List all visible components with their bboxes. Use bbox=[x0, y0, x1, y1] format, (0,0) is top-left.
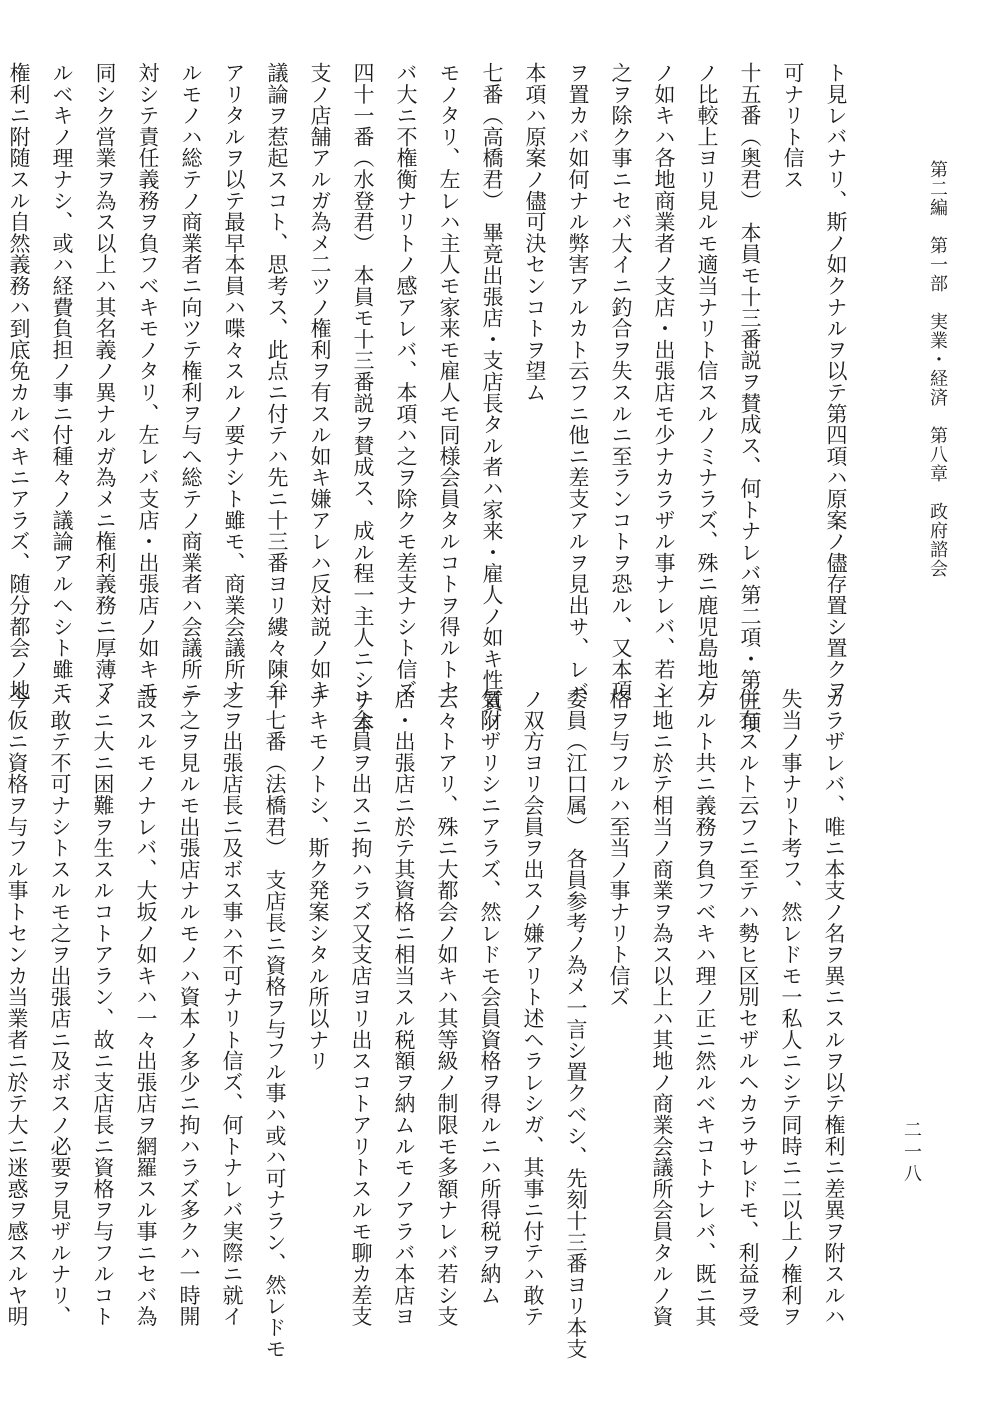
text-line: 店・出張店ニ於テ其資格ニ相当スル税額ヲ納ムルモノアラバ本店ヨ bbox=[392, 688, 416, 1327]
text-line: 本項ハ原案ノ儘可決センコトヲ望ム bbox=[523, 62, 547, 403]
text-line: 気附ザリシニアラズ、然レドモ会員資格ヲ得ルニハ所得税ヲ納ム bbox=[478, 688, 502, 1306]
text-line: ト見レバナリ、斯ノ如クナルヲ以テ第四項ハ原案ノ儘存置シ置クヲ bbox=[824, 62, 848, 701]
text-line: ハ敢テ不可ナシトスルモ之ヲ出張店ニ及ボスノ必要ヲ見ザルナリ、 bbox=[48, 688, 72, 1327]
text-line: 対シテ責任義務ヲ負フベキモノタリ、左レバ支店・出張店ノ如キモ bbox=[136, 62, 160, 701]
header-part: 第一部 bbox=[927, 236, 948, 293]
text-line: 権利ニ附随スル自然義務ハ到底免カルベキニアラズ、随分都会ノ地 bbox=[7, 62, 31, 701]
text-line: 今仮ニ資格ヲ与フル事トセンカ当業者ニ於テ大ニ迷惑ヲ感スルヤ明 bbox=[5, 688, 29, 1327]
text-line: 失当ノ事ナリト考フ、然レドモ一私人ニシテ同時ニ二以上ノ権利ヲ bbox=[779, 688, 803, 1327]
text-line: 之ヲ出張店長ニ及ボス事ハ不可ナリト信ズ、何トナレバ実際ニ就イ bbox=[220, 688, 244, 1327]
text-line: 委員（江口属） 各員参考ノ為メ一言シ置クベシ、先刻十三番ヨリ本支 bbox=[564, 688, 588, 1360]
text-line: ルモノハ総テノ商業者ニ向ツテ権利ヲ与へ総テノ商業者ハ会議所ニ bbox=[179, 62, 203, 701]
text-line: 設スルモノナレバ、大坂ノ如キハ一々出張店ヲ網羅スル事ニセバ為 bbox=[134, 688, 158, 1327]
text-line: 議論ヲ惹起スコト、思考ス、此点ニ付テハ先ニ十三番ヨリ縷々陳弁 bbox=[265, 62, 289, 701]
text-line: アリタルヲ以テ最早本員ハ喋々スルノ要ナシト雖モ、商業会議所ナ bbox=[222, 62, 246, 701]
page-number: 二一八 bbox=[901, 1120, 922, 1186]
text-line: ノ双方ヨリ会員ヲ出スノ嫌アリト述ヘラレシガ、其事ニ付テハ敢テ bbox=[521, 688, 545, 1327]
text-line: バ大ニ不権衡ナリトノ感アレバ、本項ハ之ヲ除クモ差支ナシト信ズ bbox=[394, 62, 418, 701]
text-line: テ之ヲ見ルモ出張店ナルモノハ資本ノ多少ニ拘ハラズ多クハ一時開 bbox=[177, 688, 201, 1327]
text-line: 支ノ店舗アルガ為メ二ツノ権利ヲ有スル如キ嫌アレハ反対説ノ如キ bbox=[308, 62, 332, 701]
header-chapter-title: 政府諮会 bbox=[927, 502, 948, 578]
header-title: 実業・経済 bbox=[927, 312, 948, 407]
header-volume: 第二編 bbox=[927, 160, 948, 217]
text-line: 四十一番（水登君） 本員モ十三番説ヲ賛成ス、成ル程一主人ニシテ本 bbox=[351, 62, 375, 734]
text-line: ケルト共ニ義務ヲ負フベキハ理ノ正ニ然ルベキコトナレバ、既ニ其 bbox=[693, 688, 717, 1327]
text-line: 同シク営業ヲ為ス以上ハ其名義ノ異ナルガ為メニ権利義務ニ厚薄ア bbox=[93, 62, 117, 701]
text-line: ノ如キハ各地商業者ノ支店・出張店モ少ナカラザル事ナレバ、若シ bbox=[652, 62, 676, 701]
text-line: モノタリ、左レハ主人モ家来モ雇人モ同様会員タルコトヲ得ルトセ bbox=[437, 62, 461, 701]
text-line: 土地ニ於テ相当ノ商業ヲ為ス以上ハ其地ノ商業会議所会員タルノ資 bbox=[650, 688, 674, 1327]
text-line: 七番（高橋君） 畢竟出張店・支店長タル者ハ家来・雇人ノ如キ性質ノ bbox=[480, 62, 504, 734]
lower-text-block bbox=[0, 688, 855, 1360]
text-line: 可ナリト信ス bbox=[781, 62, 805, 190]
text-line: カラザレバ、唯ニ本支ノ名ヲ異ニスルヲ以テ権利ニ差異ヲ附スルハ bbox=[822, 688, 846, 1327]
text-line: 十七番（法橋君） 支店長ニ資格ヲ与フル事ハ或ハ可ナラン、然レドモ bbox=[263, 688, 287, 1360]
text-line: 之ヲ除ク事ニセバ大イニ釣合ヲ失スルニ至ランコトヲ恐ル、又本項 bbox=[609, 62, 633, 701]
text-line: ヲ置カバ如何ナル弊害アルカト云フニ他ニ差支アルヲ見出サ、レバ bbox=[566, 62, 590, 701]
text-line: 十五番（奥君） 本員モ十三番説ヲ賛成ス、何トナレバ第二項・第三項 bbox=[738, 62, 762, 734]
text-line: ノ比較上ヨリ見ルモ適当ナリト信スルノミナラズ、殊ニ鹿児島地方 bbox=[695, 62, 719, 701]
running-header bbox=[927, 160, 947, 620]
text-line: ルベキノ理ナシ、或ハ経費負担ノ事ニ付種々ノ議論アルヘシト雖モ bbox=[50, 62, 74, 701]
text-line: 格ヲ与フルハ至当ノ事ナリト信ズ bbox=[607, 688, 631, 1008]
text-line: 併有スルト云フニ至テハ勢ヒ区別セザルヘカラサレドモ、利益ヲ受 bbox=[736, 688, 760, 1327]
text-line: メニ大ニ困難ヲ生スルコトアラン、故ニ支店長ニ資格ヲ与フルコト bbox=[91, 688, 115, 1327]
upper-text-block bbox=[0, 62, 857, 734]
text-line: リ会員ヲ出スニ拘ハラズ又支店ヨリ出スコトアリトスルモ聊カ差支 bbox=[349, 688, 373, 1327]
text-line: ナキモノトシ、斯ク発案シタル所以ナリ bbox=[306, 688, 330, 1072]
header-chapter: 第八章 bbox=[927, 426, 948, 483]
text-line: 云々トアリ、殊ニ大都会ノ如キハ其等級ノ制限モ多額ナレバ若シ支 bbox=[435, 688, 459, 1327]
